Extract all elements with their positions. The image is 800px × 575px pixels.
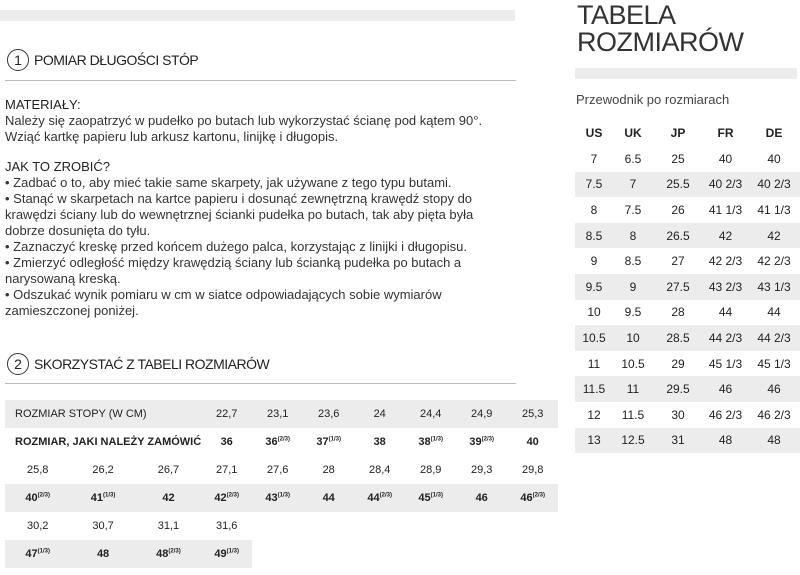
sidebar-divider-bar — [575, 68, 797, 79]
instructions — [5, 97, 515, 319]
size-cell: 48 — [748, 428, 800, 454]
size-cell: 10 — [587, 305, 601, 320]
foot-cm-cell: 31,6 — [215, 520, 238, 532]
size-value: 44 — [322, 492, 335, 504]
size-cell: 7 — [590, 151, 598, 166]
howto-heading: JAK TO ZROBIĆ? — [5, 159, 110, 174]
size-cell: 27 — [671, 254, 685, 269]
size-cell — [354, 484, 405, 512]
size-cell: 28 — [671, 305, 685, 320]
step-1-divider — [5, 80, 516, 81]
size-fraction: (1/3) — [37, 548, 50, 555]
howto-line: zamieszczonej poniżej. — [5, 303, 139, 318]
size-value: 40 — [526, 436, 539, 448]
size-cell: 46 2/3 — [708, 407, 743, 422]
foot-cm-cell: 23,6 — [303, 400, 354, 428]
size-cell: 42 2/3 — [757, 254, 791, 269]
size-cell — [354, 428, 405, 456]
foot-cm-cell: 27,1 — [215, 464, 238, 476]
size-fraction: (2/3) — [226, 492, 239, 499]
size-fraction: (1/3) — [277, 492, 290, 499]
size-value: 36 — [265, 436, 278, 448]
size-conversion-table — [575, 120, 800, 453]
table-row — [5, 540, 558, 568]
step-2-number: 2 — [7, 353, 29, 375]
size-cell: 42 — [703, 223, 748, 249]
materials-line: Należy się zaopatrzyć w pudełko po butach lub wykorzystać ścianę pod kątem 90°. — [5, 113, 483, 128]
step-2-divider — [5, 383, 516, 384]
column-header: UK — [624, 126, 642, 140]
howto-line: • Zmierzyć odległość między krawędzią ściany lub ścianką pudełka po butach a — [5, 255, 462, 270]
size-cell: 29.5 — [653, 376, 703, 402]
size-cell — [456, 484, 507, 512]
size-cell: 43 2/3 — [703, 274, 748, 300]
size-fraction: (2/3) — [37, 492, 50, 499]
foot-cm-cell: 29,8 — [521, 464, 544, 476]
size-value: 44 — [367, 492, 380, 504]
size-value: 49 — [214, 548, 227, 560]
size-cell: 7 — [613, 172, 653, 198]
empty-cell — [252, 512, 558, 540]
table-row — [575, 325, 800, 351]
foot-cm-cell: 26,2 — [92, 464, 114, 476]
size-cell: 44 — [718, 305, 733, 320]
table-row — [575, 402, 800, 428]
size-chart-title — [577, 2, 743, 56]
size-fraction: (2/3) — [168, 548, 181, 555]
size-fraction: (1/3) — [226, 548, 239, 555]
size-value: 46 — [520, 492, 533, 504]
size-cell: 40 — [718, 151, 733, 166]
size-cell: 40 — [767, 151, 781, 166]
column-header: US — [585, 126, 603, 140]
size-cell: 11.5 — [621, 407, 645, 422]
size-cell — [136, 540, 201, 568]
size-chart-title-line2: ROZMIARÓW — [577, 27, 744, 57]
size-value: 45 — [418, 492, 431, 504]
foot-cm-cell: 26,7 — [157, 464, 180, 476]
howto-line: • Stanąć w skarpetach na kartce papieru i dosunąć zewnętrzną krawędź stopy do — [5, 191, 473, 206]
size-cell: 44 2/3 — [703, 325, 748, 351]
foot-cm-cell: 25,3 — [507, 400, 558, 428]
column-header: DE — [765, 126, 783, 140]
size-cell: 46 — [703, 376, 748, 402]
size-cell: 8 — [590, 202, 598, 217]
step-2-heading — [7, 353, 269, 375]
table-row — [575, 146, 800, 172]
size-cell: 10.5 — [621, 356, 645, 371]
materials-line: Wziąć kartkę papieru lub arkusz kartonu, linijkę i długopis. — [5, 129, 339, 144]
row-label: ROZMIAR STOPY (W CM) — [5, 400, 201, 428]
table-row — [5, 428, 558, 456]
table-row — [575, 248, 800, 274]
foot-cm-cell: 28,9 — [419, 464, 442, 476]
size-value: 40 — [25, 492, 38, 504]
size-cell — [405, 484, 456, 512]
table-row — [5, 484, 558, 512]
size-cell — [303, 484, 354, 512]
size-fraction: (2/3) — [277, 436, 290, 443]
size-fraction: (2/3) — [379, 492, 392, 499]
size-cell: 45 1/3 — [708, 356, 743, 371]
size-cell: 9 — [590, 254, 598, 269]
size-cell — [507, 428, 558, 456]
size-cell: 11.5 — [575, 376, 613, 402]
table-row — [575, 274, 800, 300]
size-cell — [201, 540, 252, 568]
size-cell: 46 2/3 — [757, 407, 791, 422]
foot-cm-cell: 23,1 — [252, 400, 303, 428]
size-value: 36 — [220, 436, 233, 448]
table-row — [575, 197, 800, 223]
size-value: 48 — [156, 548, 169, 560]
column-header: JP — [670, 126, 686, 140]
howto-line: • Zaznaczyć kreskę przed końcem dużego palca, korzystając z linijki i długopisu. — [5, 239, 467, 254]
foot-cm-cell: 28 — [322, 464, 335, 476]
size-value: 39 — [469, 436, 482, 448]
size-cell: 44 — [767, 305, 781, 320]
size-cell: 6.5 — [624, 151, 642, 166]
size-cell: 26.5 — [653, 223, 703, 249]
size-cell: 25 — [671, 151, 685, 166]
column-header: FR — [717, 126, 734, 140]
size-cell: 40 2/3 — [748, 172, 800, 198]
empty-cell — [252, 540, 558, 568]
size-cell: 48 — [703, 428, 748, 454]
table-row — [575, 300, 800, 326]
size-value: 46 — [475, 492, 488, 504]
size-cell: 12.5 — [613, 428, 653, 454]
size-cell — [405, 428, 456, 456]
size-fraction: (1/3) — [430, 436, 443, 443]
howto-line: • Odszukać wynik pomiaru w cm w siatce odpowiadających sobie wymiarów — [5, 287, 442, 302]
size-cell: 11 — [587, 356, 601, 371]
table-row — [5, 400, 558, 428]
foot-cm-cell: 22,7 — [201, 400, 252, 428]
materials-heading: MATERIAŁY: — [5, 97, 81, 112]
row-label: ROZMIAR, JAKI NALEŻY ZAMÓWIĆ — [15, 436, 202, 448]
size-cell: 8.5 — [624, 254, 642, 269]
size-cell — [303, 428, 354, 456]
foot-cm-cell: 27,6 — [266, 464, 289, 476]
size-cell: 13 — [575, 428, 613, 454]
foot-cm-cell: 30,2 — [26, 520, 49, 532]
size-cell — [252, 428, 303, 456]
size-cell: 26 — [671, 202, 685, 217]
step-1-number: 1 — [7, 49, 29, 71]
size-cell — [201, 428, 252, 456]
foot-cm-cell: 25,8 — [26, 464, 49, 476]
size-cell: 45 1/3 — [757, 356, 791, 371]
size-cell: 42 2/3 — [708, 254, 743, 269]
size-cell: 8.5 — [575, 223, 613, 249]
foot-cm-cell: 24 — [354, 400, 405, 428]
howto-line: dobrze dosunięta do tyłu. — [5, 223, 151, 238]
howto-line: narysowaną kreską. — [5, 271, 121, 286]
size-cell — [507, 484, 558, 512]
size-value: 47 — [25, 548, 38, 560]
table-row — [5, 512, 558, 540]
size-value: 43 — [265, 492, 278, 504]
table-row — [575, 172, 800, 198]
size-cell: 29 — [671, 356, 685, 371]
size-cell: 10.5 — [575, 325, 613, 351]
size-cell: 41 1/3 — [708, 202, 743, 217]
howto-line: • Zadbać o to, aby mieć takie same skarpety, jak używane z tego typu butami. — [5, 175, 452, 190]
table-row — [5, 456, 558, 484]
size-cell: 31 — [653, 428, 703, 454]
table-row — [575, 428, 800, 454]
foot-cm-cell: 24,4 — [405, 400, 456, 428]
size-cell — [70, 540, 135, 568]
size-cell: 41 1/3 — [757, 202, 791, 217]
size-cell — [456, 428, 507, 456]
step-1-title: POMIAR DŁUGOŚCI STÓP — [34, 52, 199, 68]
size-cell: 9.5 — [575, 274, 613, 300]
size-value: 38 — [373, 436, 386, 448]
size-guide-subtitle: Przewodnik po rozmiarach — [576, 92, 730, 107]
size-cell: 42 — [748, 223, 800, 249]
size-cell — [70, 484, 135, 512]
size-fraction: (2/3) — [481, 436, 494, 443]
size-cell: 11 — [613, 376, 653, 402]
foot-cm-cell: 30,7 — [92, 520, 114, 532]
size-cell: 9.5 — [624, 305, 642, 320]
size-cell: 44 2/3 — [748, 325, 800, 351]
size-cell: 46 — [748, 376, 800, 402]
size-cell — [136, 484, 201, 512]
foot-cm-cell: 28,4 — [368, 464, 391, 476]
foot-cm-cell: 24,9 — [456, 400, 507, 428]
size-cell: 12 — [587, 407, 601, 422]
step-2-title: SKORZYSTAĆ Z TABELI ROZMIARÓW — [34, 356, 270, 372]
size-value: 41 — [90, 492, 104, 504]
size-cell: 7.5 — [575, 172, 613, 198]
foot-cm-cell: 29,3 — [470, 464, 493, 476]
size-cell — [252, 484, 303, 512]
size-cell — [5, 484, 70, 512]
size-cell: 25.5 — [653, 172, 703, 198]
table-row — [575, 351, 800, 377]
size-cell: 7.5 — [624, 202, 642, 217]
size-cell: 43 1/3 — [748, 274, 800, 300]
table-row — [575, 223, 800, 249]
size-cell: 40 2/3 — [703, 172, 748, 198]
size-fraction: (1/3) — [430, 492, 443, 499]
size-cell: 30 — [671, 407, 685, 422]
size-cell: 27.5 — [653, 274, 703, 300]
howto-line: krawędzi ściany lub do wewnętrznej ścianki pudełka po butach, tak aby pięta była — [5, 207, 474, 222]
step-1-heading — [7, 49, 198, 71]
size-value: 42 — [162, 492, 175, 504]
size-value: 42 — [214, 492, 227, 504]
table-row — [575, 376, 800, 402]
size-cell: 10 — [613, 325, 653, 351]
size-fraction: (1/3) — [328, 436, 341, 443]
size-chart-title-line1: TABELA — [577, 0, 676, 30]
top-divider-bar — [0, 10, 515, 21]
foot-cm-cell: 31,1 — [157, 520, 180, 532]
size-cell — [5, 540, 70, 568]
size-cell: 28.5 — [653, 325, 703, 351]
size-value: 37 — [316, 436, 329, 448]
foot-size-table — [5, 400, 558, 568]
size-cell: 9 — [613, 274, 653, 300]
size-cell: 8 — [613, 223, 653, 249]
size-value: 38 — [418, 436, 431, 448]
size-fraction: (1/3) — [103, 492, 116, 499]
size-value: 48 — [96, 548, 110, 560]
size-cell — [201, 484, 252, 512]
size-fraction: (2/3) — [532, 492, 545, 499]
